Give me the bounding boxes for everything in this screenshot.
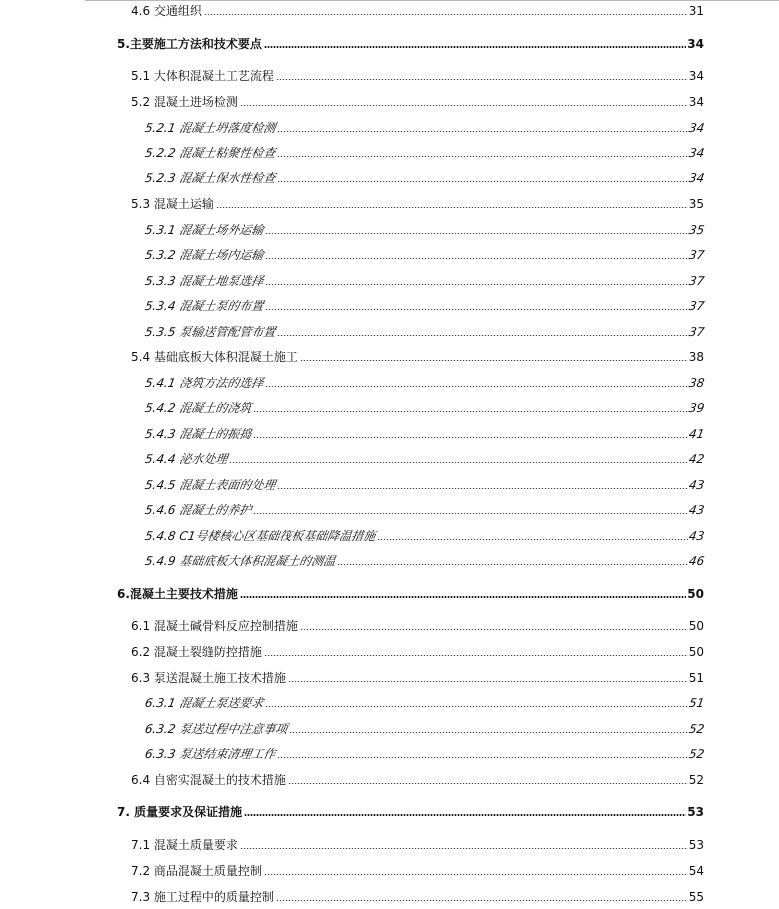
toc-entry[interactable]: [145, 448, 704, 466]
dot-leader: [253, 411, 687, 412]
dot-leader: [265, 386, 687, 387]
dot-leader: [264, 874, 688, 875]
toc-entry[interactable]: [145, 718, 704, 736]
toc-entry[interactable]: [145, 117, 704, 135]
dot-leader: [276, 900, 688, 901]
toc-entry-title: 7.3 施工过程中的质量控制: [131, 890, 274, 904]
dot-leader: [300, 360, 688, 361]
toc-entry-page-number: 39: [687, 401, 706, 415]
toc-entry-title: 5.1 大体积混凝土工艺流程: [131, 69, 274, 83]
toc-entry[interactable]: [145, 743, 704, 761]
toc-entry[interactable]: [131, 91, 704, 109]
toc-entry-title: 5.3 混凝土运输: [131, 197, 214, 211]
toc-entry[interactable]: [131, 834, 704, 852]
toc-entry-page-number: 35: [687, 223, 706, 237]
toc-entry-title: 5.2.1 混凝土坍落度检测: [143, 121, 277, 135]
toc-entry-page-number: 34: [687, 146, 706, 160]
toc-entry[interactable]: [131, 615, 704, 633]
dot-leader: [240, 596, 686, 598]
toc-entry[interactable]: [145, 499, 704, 517]
toc-entry-title: 5.4.8 C1号楼核心区基础筏板基础降温措施: [143, 529, 377, 543]
toc-entry-page-number: 43: [687, 503, 706, 517]
toc-entry[interactable]: [131, 346, 704, 364]
dot-leader: [288, 681, 688, 682]
toc-entry-title: 5.4.1 浇筑方法的选择: [143, 376, 265, 390]
toc-entry-page-number: 50: [688, 645, 704, 659]
dot-leader: [277, 181, 687, 182]
dot-leader: [289, 732, 687, 733]
dot-leader: [264, 655, 688, 656]
toc-entry-page-number: 50: [687, 587, 704, 601]
toc-entry-page-number: 34: [687, 121, 706, 135]
toc-entry-title: 5.3.4 混凝土泵的布置: [143, 299, 265, 313]
toc-entry-page-number: 52: [687, 722, 706, 736]
toc-entry-title: 4.6 交通组织: [131, 4, 202, 18]
toc-entry-page-number: 50: [688, 619, 704, 633]
toc-entry-page-number: 43: [687, 478, 706, 492]
toc-entry[interactable]: [131, 0, 704, 18]
toc-entry-title: 6.4 自密实混凝土的技术措施: [131, 773, 286, 787]
dot-leader: [276, 79, 688, 80]
toc-entry-page-number: 35: [688, 197, 704, 211]
toc-entry[interactable]: [145, 423, 704, 441]
dot-leader: [265, 258, 687, 259]
toc-entry-title: 6.2 混凝土裂缝防控措施: [131, 645, 262, 659]
toc-entry-page-number: 52: [688, 773, 704, 787]
toc-entry-page-number: 34: [687, 37, 704, 51]
toc-entry-title: 5.2.3 混凝土保水性检查: [143, 171, 277, 185]
dot-leader: [265, 284, 687, 285]
toc-entry-page-number: 53: [688, 838, 704, 852]
dot-leader: [377, 539, 687, 540]
toc-entry-title: 7. 质量要求及保证措施: [117, 805, 243, 819]
toc-entry[interactable]: [145, 372, 704, 390]
toc-entry[interactable]: [131, 667, 704, 685]
toc-entry-page-number: 51: [687, 696, 706, 710]
toc-entry-title: 6.3.2 泵送过程中注意事项: [143, 722, 289, 736]
toc-entry-page-number: 46: [687, 554, 706, 568]
dot-leader: [277, 335, 687, 336]
toc-entry[interactable]: [145, 270, 704, 288]
toc-entry-title: 5.4.6 混凝土的养护: [143, 503, 253, 517]
toc-entry[interactable]: [145, 692, 704, 710]
toc-entry-page-number: 53: [687, 805, 704, 819]
toc-entry[interactable]: [145, 397, 704, 415]
toc-entry-page-number: 54: [688, 864, 704, 878]
toc-entry-title: 5.4.4 泌水处理: [143, 452, 229, 466]
toc-entry-page-number: 55: [688, 890, 704, 904]
toc-entry-page-number: 37: [687, 299, 706, 313]
toc-entry[interactable]: [131, 641, 704, 659]
toc-entry[interactable]: [117, 801, 704, 819]
dot-leader: [277, 131, 687, 132]
toc-entry-title: 5.4.2 混凝土的浇筑: [143, 401, 253, 415]
dot-leader: [277, 757, 687, 758]
toc-entry-title: 5.3.3 混凝土地泵选择: [143, 274, 265, 288]
toc-entry-page-number: 38: [687, 376, 706, 390]
toc-entry-page-number: 43: [687, 529, 706, 543]
toc-entry-page-number: 52: [687, 747, 706, 761]
toc-entry-title: 6.3.1 混凝土泵送要求: [143, 696, 265, 710]
toc-entry-title: 6.3.3 泵送结束清理工作: [143, 747, 277, 761]
toc-entry[interactable]: [145, 142, 704, 160]
toc-entry-page-number: 34: [688, 69, 704, 83]
dot-leader: [288, 783, 688, 784]
dot-leader: [253, 437, 687, 438]
toc-entry[interactable]: [145, 321, 704, 339]
dot-leader: [244, 814, 686, 816]
toc-entry[interactable]: [131, 65, 704, 83]
toc-entry[interactable]: [117, 33, 704, 51]
toc-entry-title: 6.3 泵送混凝土施工技术措施: [131, 671, 286, 685]
toc-entry[interactable]: [131, 886, 704, 904]
dot-leader: [265, 706, 687, 707]
toc-entry-title: 7.2 商品混凝土质量控制: [131, 864, 262, 878]
toc-entry[interactable]: [145, 525, 704, 543]
toc-entry-page-number: 31: [688, 4, 704, 18]
dot-leader: [204, 14, 688, 15]
toc-entry-title: 6.混凝土主要技术措施: [117, 587, 238, 601]
dot-leader: [253, 513, 687, 514]
dot-leader: [264, 46, 686, 48]
toc-entry-page-number: 34: [688, 95, 704, 109]
toc-entry-title: 5.3.5 泵输送管配管布置: [143, 325, 277, 339]
toc-entry[interactable]: [131, 193, 704, 211]
toc-entry[interactable]: [145, 167, 704, 185]
toc-entry-title: 5.2.2 混凝土粘聚性检查: [143, 146, 277, 160]
toc-entry-title: 5.4.3 混凝土的振捣: [143, 427, 253, 441]
dot-leader: [300, 629, 688, 630]
toc-entry-page-number: 41: [687, 427, 706, 441]
toc-entry-title: 5.2 混凝土进场检测: [131, 95, 238, 109]
dot-leader: [337, 564, 687, 565]
toc-entry-page-number: 42: [687, 452, 706, 466]
toc-entry-title: 5.4.5 混凝土表面的处理: [143, 478, 277, 492]
toc-entry[interactable]: [145, 550, 704, 568]
toc-entry-page-number: 37: [687, 325, 706, 339]
dot-leader: [277, 488, 687, 489]
toc-entry-title: 7.1 混凝土质量要求: [131, 838, 238, 852]
toc-entry[interactable]: [131, 860, 704, 878]
toc-entry-title: 6.1 混凝土碱骨料反应控制措施: [131, 619, 298, 633]
dot-leader: [265, 233, 687, 234]
toc-entry-title: 5.主要施工方法和技术要点: [117, 37, 262, 51]
toc-entry[interactable]: [145, 474, 704, 492]
dot-leader: [216, 207, 688, 208]
dot-leader: [240, 848, 688, 849]
toc-entry-page-number: 34: [687, 171, 706, 185]
toc-entry-title: 5.3.2 混凝土场内运输: [143, 248, 265, 262]
toc-entry[interactable]: [145, 244, 704, 262]
toc-entry[interactable]: [117, 583, 704, 601]
dot-leader: [265, 309, 687, 310]
toc-entry-title: 5.4 基础底板大体积混凝土施工: [131, 350, 298, 364]
toc-entry-page-number: 37: [687, 274, 706, 288]
dot-leader: [229, 462, 687, 463]
toc-entry-page-number: 38: [688, 350, 704, 364]
toc-entry-page-number: 51: [688, 671, 704, 685]
toc-entry[interactable]: [145, 219, 704, 237]
toc-entry-page-number: 37: [687, 248, 706, 262]
toc-entry[interactable]: [131, 769, 704, 787]
toc-entry-title: 5.4.9 基础底板大体积混凝土的测温: [143, 554, 337, 568]
toc-entry-title: 5.3.1 混凝土场外运输: [143, 223, 265, 237]
toc-entry[interactable]: [145, 295, 704, 313]
dot-leader: [277, 156, 687, 157]
dot-leader: [240, 105, 688, 106]
